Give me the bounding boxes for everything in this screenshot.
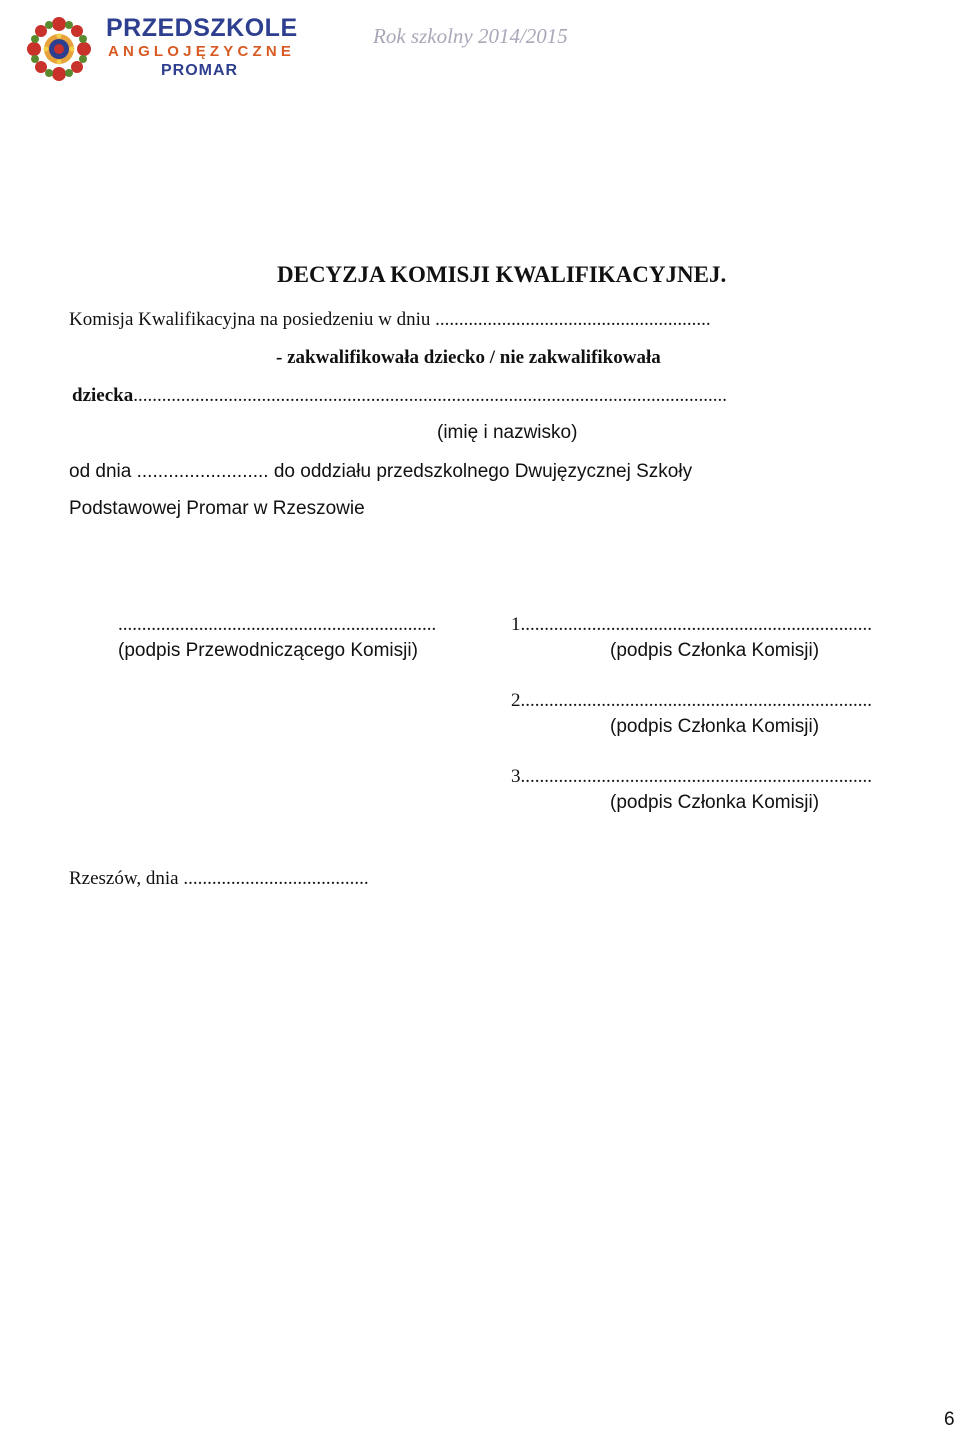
school-name-line: Podstawowej Promar w Rzeszowie [69, 498, 365, 519]
member-1-signature-line: 1.......................................................................... [511, 614, 872, 635]
child-name-dots: ............................................................................................................................. [133, 385, 727, 406]
member-2-signature-caption: (podpis Członka Komisji) [610, 716, 820, 737]
place-date-line: Rzeszów, dnia ....................................... [69, 868, 369, 889]
child-label: dziecka [72, 385, 134, 406]
school-logo [22, 10, 312, 88]
chair-signature-line: ................................................................... [118, 614, 437, 635]
child-name-line [72, 385, 727, 407]
school-year: Rok szkolny 2014/2015 [373, 24, 568, 48]
member-2-signature-line: 2.......................................................................... [511, 690, 872, 711]
name-hint: (imię i nazwisko) [437, 422, 578, 443]
flower-emblem-icon [22, 12, 96, 86]
member-1-signature-caption: (podpis Członka Komisji) [610, 640, 820, 661]
start-date-line: od dnia ......................... do oddziału przedszkolnego Dwujęzycznej Szkoły [69, 461, 693, 482]
member-3-signature-caption: (podpis Członka Komisji) [610, 792, 820, 813]
member-3-signature-line: 3.......................................................................... [511, 766, 872, 787]
meeting-date-line: Komisja Kwalifikacyjna na posiedzeniu w dniu .......................................................... [69, 309, 711, 330]
logo-line-3: PROMAR [161, 62, 239, 79]
qualification-choice-line: - zakwalifikowała dziecko / nie zakwalifikowała [276, 347, 661, 368]
logo-line-2: ANGLOJĘZYCZNE [108, 43, 296, 60]
document-title: DECYZJA KOMISJI KWALIFIKACYJNEJ. [277, 262, 727, 287]
logo-line-1: PRZEDSZKOLE [106, 14, 298, 42]
chair-signature-caption: (podpis Przewodniczącego Komisji) [118, 640, 418, 661]
page-number: 6 [944, 1409, 955, 1430]
